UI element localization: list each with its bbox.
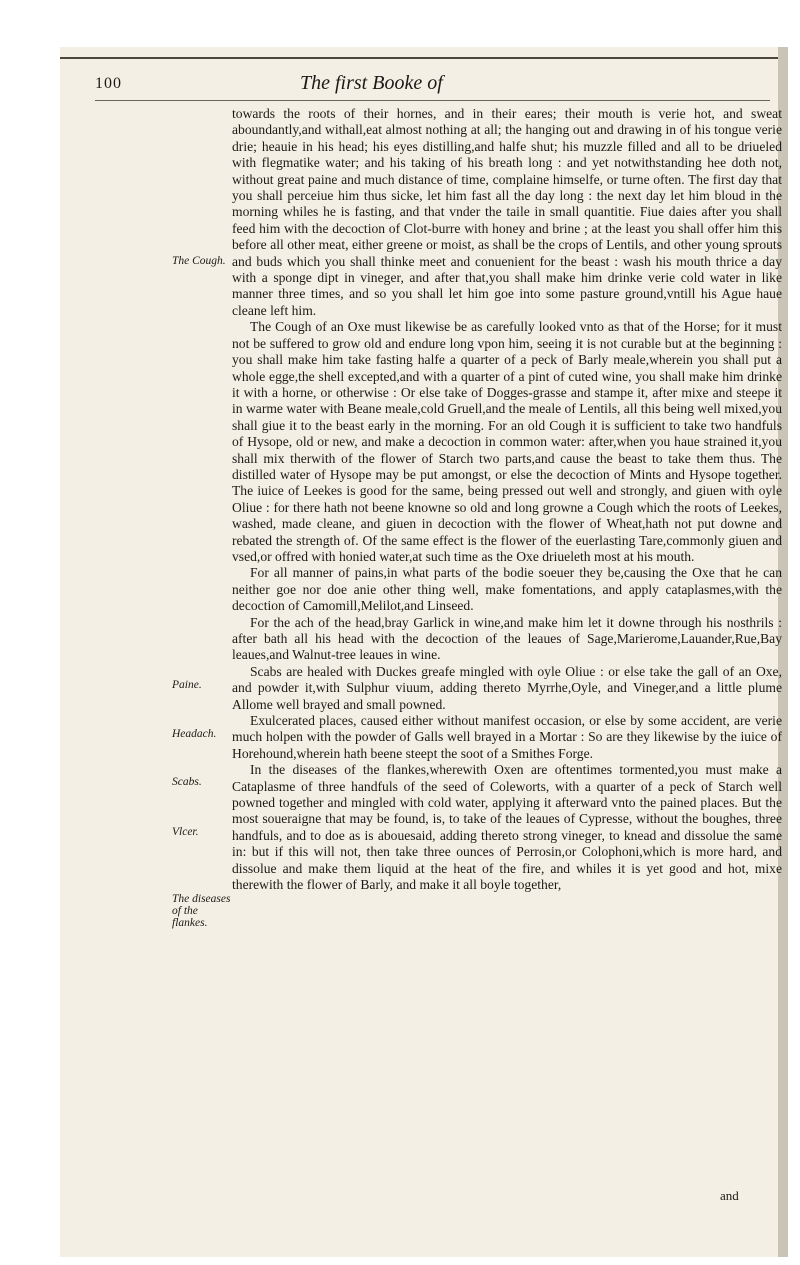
paragraph-cough: The Cough of an Oxe must likewise be as carefully looked vnto as that of the Horse; for it must not be suffered to grow old and endure long vpon him, seeing it is not curable but at the beginning : you shall make him take fasting halfe a quarter of a peck of Barly meale,wherein you shall put a whole egge,the shell excepted,and with a quarter of a pint of cuted wine, you shall make him drinke it with a horne, or otherwise : Or else take of Dogges-grasse and stampe it, after mixe and steepe it in warme water with Beane meale,cold Gruell,and the meale of Lentils, all this being well mixed,you shall giue it to the beast early in the morning. For an old Cough it is sufficient to take two handfuls of Hysope, old or new, and make a decoction in common water: after,when you haue strained it,you shall mix therwith of the flower of Starch two parts,and cause the beast to take them thus. The distilled water of Hysope may be put amongst, or else the decoction of Mints and Hysope together. The iuice of Leekes is good for the same, being pressed out well and strongly, and giuen with oyle Oliue : for there hath not beene knowne so old and long growne a Cough which the roots of Leekes, washed, made cleane, and giuen in decoction with the flower of Wheat,hath not put downe and rebated the strength of. Of the same effect is the flower of the euerlasting Tare,commonly giuen and vsed,or offred with honied water,at such time as the Oxe driueleth most at his mouth. bbox=[232, 319, 782, 564]
running-head: The first Booke of bbox=[300, 72, 443, 94]
margin-note-paine: Paine. bbox=[172, 679, 202, 691]
header-rule bbox=[95, 100, 770, 101]
body-text bbox=[232, 106, 782, 894]
catchword: and bbox=[720, 1188, 739, 1203]
margin-note-scabs: Scabs. bbox=[172, 776, 202, 788]
paragraph-scabs: Scabs are healed with Duckes greafe mingled with oyle Oliue : or else take the gall of an Oxe, and powder it,with Sulphur viuum, adding thereto Myrrhe,Oyle, and Vineger,and a little plume Allome well brayed and small powned. bbox=[232, 663, 782, 712]
scan-background bbox=[0, 0, 800, 46]
margin-note-headach: Headach. bbox=[172, 728, 217, 740]
margin-note-flankes: The diseases of the flankes. bbox=[172, 893, 231, 929]
paragraph-ague-treatment: towards the roots of their hornes, and in their eares; their mouth is verie hot, and sweat aboundantly,and withall,eat almost nothing at all; the hanging out and drawing in of his tongue verie drie; heauie in his head; his eyes distilling,and halfe shut; his muzzle filled and all to be driueled with flegmatike water; and his taking of his breath long : and yet notwithstanding hee doth not, without great paine and much distance of time, complaine himselfe, or turne often. The first day that you shall perceiue him thus sicke, let him fast all the day long : the next day let him bloud in the morning whiles he is fasting, and that vnder the taile in small quantitie. Fiue daies after you shall feed him with the decoction of Clot-burre with honey and brine ; at the least you shall offer him this before all other meat, either greene or moist, as shall be the crops of Lentils, and other young sprouts and buds which you shall thinke meet and conuenient for the beast : wash his mouth thrice a day with a sponge dipt in vineger, and after that,you shall make him drinke verie cold water in like manner three times, and so you shall let him goe into some pasture ground,vntill his Ague haue cleane left him. bbox=[232, 106, 782, 318]
paragraph-flankes: In the diseases of the flankes,wherewith Oxen are oftentimes tormented,you must make a Cataplasme of three handfuls of the seed of Coleworts, with a quarter of a peck of Starch well powned together and mingled with cold water, applying it afterward vnto the pained places. But the most soueraigne that may be found, is, to take of the leaues of Cypresse, without the boughes, three handfuls, and to doe as is abouesaid, adding thereto strong vineger, to knead and dissolue the same in: but if this will not, then take three ounces of Perrosin,or Colophoni,which is more hard, and dissolue and make them liquid at the heat of the fire, and whiles it is yet good and hot, mixe therewith the flower of Barly, and make it all boyle together, bbox=[232, 762, 782, 893]
margin-note-cough: The Cough. bbox=[172, 255, 226, 267]
paragraph-headach: For the ach of the head,bray Garlick in wine,and make him let it downe through his nosthrils : after bath all his head with the decoction of the leaues of Sage,Marierome,Lauander,Rue,Bay leaues,and Walnut-tree leaues in wine. bbox=[232, 614, 782, 663]
paragraph-vlcer: Exulcerated places, caused either without manifest occasion, or else by some accident, are verie much holpen with the powder of Galls well brayed in a Mortar : So are they likewise by the iuice of Horehound,wherein hath beene steept the soot of a Smithes Forge. bbox=[232, 713, 782, 761]
page-top-rule bbox=[60, 57, 778, 59]
paragraph-paine: For all manner of pains,in what parts of the bodie soeuer they be,causing the Oxe that he can neither goe nor doe anie other thing well, make fomentations, and apply cataplasmes,with the decoction of Camomill,Melilot,and Linseed. bbox=[232, 565, 782, 614]
page-number: 100 bbox=[95, 75, 122, 92]
margin-note-vlcer: Vlcer. bbox=[172, 826, 199, 838]
